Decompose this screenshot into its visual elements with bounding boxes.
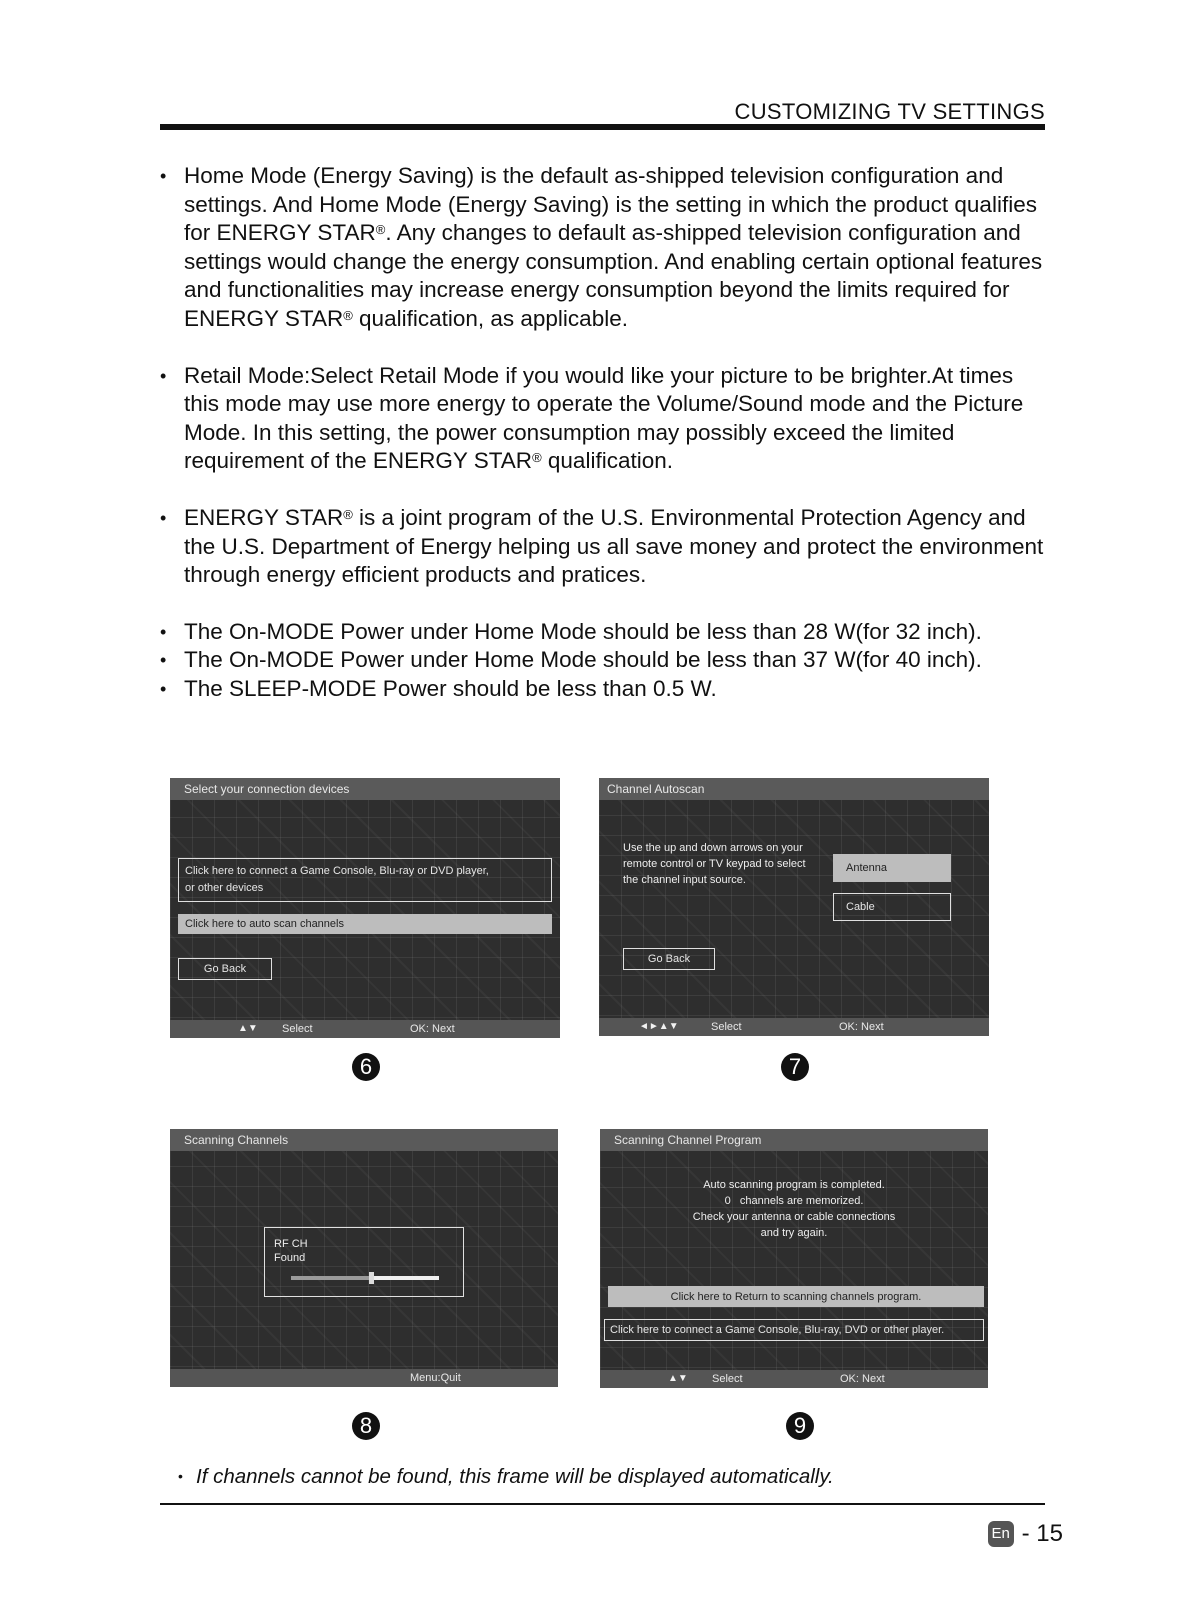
rf-ch-label: RF CH — [274, 1238, 308, 1250]
autoscan-instructions: Use the up and down arrows on your remote control or TV keypad to select the channel input source. — [623, 842, 806, 886]
scan-result-line-2: 0 channels are memorized. — [724, 1195, 864, 1207]
bullet-energy-star: • ENERGY STAR® is a joint program of the U.S. Environmental Protection Agency and the U.S. Department of Energy helping us all save money and protect the environment through energy efficient products and pratices. — [160, 504, 1050, 590]
screen-scanning-channels — [170, 1129, 558, 1387]
screen-channel-autoscan — [599, 778, 989, 1036]
scan-result-line-4: and try again. — [760, 1227, 828, 1239]
bullet-list — [160, 162, 1050, 704]
go-back-button[interactable]: Go Back — [178, 958, 272, 980]
screen-footer: ◄►▲▼ Select OK: Next — [599, 1018, 989, 1036]
scan-progress-bar — [291, 1276, 439, 1280]
footer-rule — [160, 1503, 1045, 1505]
auto-scan-button[interactable]: Click here to auto scan channels — [178, 914, 552, 934]
antenna-option[interactable]: Antenna — [833, 854, 951, 882]
language-badge: En — [988, 1521, 1014, 1547]
screen-title: Select your connection devices — [170, 778, 560, 800]
scan-progress-handle — [369, 1272, 374, 1284]
screen-footer: ▲▼ Select OK: Next — [600, 1370, 988, 1388]
step-9-number: 9 — [786, 1412, 814, 1440]
cable-option[interactable]: Cable — [833, 893, 951, 921]
up-down-arrows-icon: ▲▼ — [238, 1023, 258, 1034]
bullet-power-32: • The On-MODE Power under Home Mode should be less than 28 W(for 32 inch). — [160, 618, 1050, 647]
step-7-number: 7 — [781, 1053, 809, 1081]
scan-result-line-3: Check your antenna or cable connections — [692, 1211, 896, 1223]
not-found-note: • If channels cannot be found, this frame will be displayed automatically. — [196, 1465, 834, 1489]
connect-devices-button[interactable]: Click here to connect a Game Console, Blu-ray or DVD player, or other devices — [178, 858, 552, 902]
bullet-sleep: • The SLEEP-MODE Power should be less than 0.5 W. — [160, 675, 1050, 704]
up-down-arrows-icon: ▲▼ — [668, 1373, 688, 1384]
step-8-number: 8 — [352, 1412, 380, 1440]
screen-title: Channel Autoscan — [599, 778, 989, 800]
step-6-number: 6 — [352, 1053, 380, 1081]
screen-scanning-program — [600, 1129, 988, 1388]
return-scanning-button[interactable]: Click here to Return to scanning channels program. — [608, 1286, 984, 1307]
scan-progress-panel — [264, 1227, 464, 1297]
page-number-text: - 15 — [1021, 1520, 1063, 1547]
screen-title: Scanning Channels — [170, 1129, 558, 1151]
screen-title: Scanning Channel Program — [600, 1129, 988, 1151]
screen-connection-devices — [170, 778, 560, 1038]
screen-footer: ▲▼ Select OK: Next — [170, 1020, 560, 1038]
screen-footer: Menu:Quit — [170, 1369, 558, 1387]
bullet-power-40: • The On-MODE Power under Home Mode should be less than 37 W(for 40 inch). — [160, 646, 1050, 675]
found-label: Found — [274, 1252, 306, 1264]
section-title: CUSTOMIZING TV SETTINGS — [734, 99, 1045, 124]
bullet-home-mode: • Home Mode (Energy Saving) is the default as-shipped television configuration and settings. And Home Mode (Energy Saving) is the setting in which the product qualifies for ENERGY STAR®. Any changes to default as-shipped television configuration and settings would change the energy consumption. And enabling certain optional features and functionalities may increase energy consumption beyond the limits required for ENERGY STAR® qualification, as applicable. — [160, 162, 1050, 334]
scan-result-line-1: Auto scanning program is completed. — [703, 1179, 885, 1191]
scan-progress-fill — [373, 1276, 439, 1280]
direction-arrows-icon: ◄►▲▼ — [639, 1021, 679, 1032]
header-rule — [160, 124, 1045, 130]
connect-devices-button[interactable]: Click here to connect a Game Console, Blu-ray, DVD or other player. — [604, 1319, 984, 1341]
bullet-retail-mode: • Retail Mode:Select Retail Mode if you would like your picture to be brighter.At times this mode may use more energy to operate the Volume/Sound mode and the Picture Mode. In this setting, the power consumption may possibly exceed the limited requirement of the ENERGY STAR® qualification. — [160, 362, 1050, 476]
page-number — [988, 1520, 1063, 1548]
go-back-button[interactable]: Go Back — [623, 948, 715, 970]
